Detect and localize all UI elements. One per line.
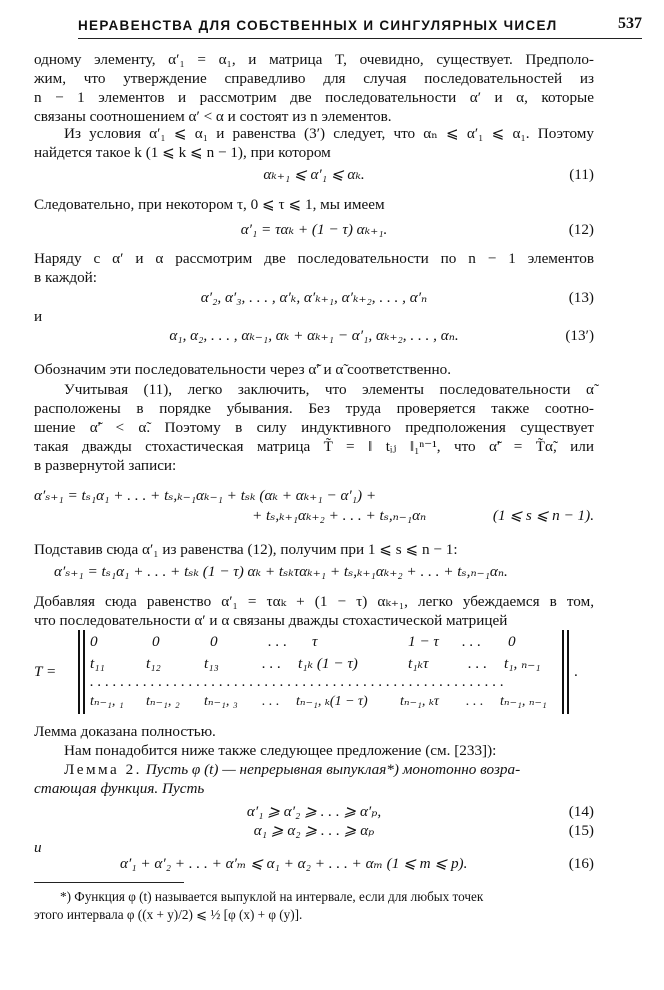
equation-expr: α₁, α₂, . . . , αₖ₋₁, αₖ + αₖ₊₁ − α′₁, αₖ₊₂, . . . , αₙ. <box>169 327 459 344</box>
matrix-cell: tₙ₋₁, ₃ <box>204 694 238 709</box>
text-line: n − 1 элементов и рассмотрим две последовательности α′ и α, которые <box>34 89 594 106</box>
page-number: 537 <box>618 15 642 32</box>
equation-number: (13′) <box>565 327 594 344</box>
lemma-2 <box>34 760 594 798</box>
footnote-rule <box>34 882 184 883</box>
equation-expr: α₁ ⩾ α₂ ⩾ . . . ⩾ αₚ <box>253 822 375 839</box>
matrix-cell: τ <box>312 633 318 650</box>
matrix-cell: t₁, ₙ₋₁ <box>504 655 541 672</box>
matrix-lhs: T = <box>34 663 57 680</box>
matrix-cell: . . . <box>466 694 484 709</box>
text-line: жим, что утверждение справедливо для случая последовательностей из <box>34 70 594 87</box>
text-line: найдется такое k (1 ⩽ k ⩽ n − 1), при котором <box>34 144 331 161</box>
lemma-name: Лемма 2. <box>64 761 142 778</box>
paragraph-9: Лемма доказана полностью. <box>34 723 216 740</box>
equation-condition: (1 ⩽ s ⩽ n − 1). <box>492 507 594 524</box>
footnote-line: этого интервала φ ((x + y)/2) ⩽ ½ [φ (x) + φ (y)]. <box>34 907 303 922</box>
text-line: расположены в порядке убывания. Без труда проверяется также соотно- <box>34 400 594 417</box>
paragraph-1 <box>34 50 594 126</box>
equation-expr: αₖ₊₁ ⩽ α′₁ ⩽ αₖ. <box>263 166 365 183</box>
conjunction-and: и <box>34 308 43 325</box>
text-line: шение α̃′ < α̃. Поэтому в силу индуктивного предположения существует <box>34 419 594 436</box>
text-line: в развернутой записи: <box>34 457 177 474</box>
matrix-cell: . . . <box>262 655 281 672</box>
paragraph-7: Подставив сюда α′₁ из равенства (12), получим при 1 ⩽ s ⩽ n − 1: <box>34 541 458 558</box>
footnote <box>34 888 594 924</box>
matrix-cell: t₁ₖ (1 − τ) <box>298 655 358 672</box>
text-line: Учитывая (11), легко заключить, что элементы последовательности α̃ <box>64 381 594 398</box>
lemma-line: стающая функция. Пусть <box>34 780 205 797</box>
paragraph-10: Нам понадобится ниже также следующее предложение (см. [233]): <box>64 742 497 759</box>
matrix-cell: t₁₂ <box>146 655 161 672</box>
paragraph-6 <box>34 380 594 475</box>
equation-substituted: α′ₛ₊₁ = tₛ₁α₁ + . . . + tₛₖ (1 − τ) αₖ + tₛₖταₖ₊₁ + tₛ,ₖ₊₁αₖ₊₂ + . . . + tₛ,ₙ₋₁αₙ. <box>54 563 508 580</box>
matrix-cell: 1 − τ <box>408 633 439 650</box>
matrix-left-bar <box>83 630 85 714</box>
matrix-cell: t₁₃ <box>204 655 219 672</box>
paragraph-8 <box>34 592 594 630</box>
matrix-cell: . . . <box>462 633 481 650</box>
lemma-line <box>34 760 594 779</box>
text-line: одному элементу, α′₁ = α₁, и матрица T, очевидно, существует. Предполо- <box>34 51 594 68</box>
matrix-cell: 0 <box>210 633 218 650</box>
paragraph-4 <box>34 249 594 287</box>
equation-number: (16) <box>568 855 594 872</box>
matrix-cell: tₙ₋₁, ₁ <box>90 694 124 709</box>
matrix-cell: 0 <box>152 633 160 650</box>
matrix-cell: t₁ₖτ <box>408 655 429 672</box>
text-line: Из условия α′₁ ⩽ α₁ и равенства (3′) следует, что αₙ ⩽ α′₁ ⩽ α₁. Поэтому <box>64 125 594 142</box>
matrix-cell: 0 <box>508 633 516 650</box>
text-line: связаны соотношением α′ < α и состоят из n элементов. <box>34 108 392 125</box>
equation-expr: α′₁ = ταₖ + (1 − τ) αₖ₊₁. <box>240 221 388 238</box>
matrix-left-bar <box>78 630 80 714</box>
header-title: НЕРАВЕНСТВА ДЛЯ СОБСТВЕННЫХ И СИНГУЛЯРНЫХ ЧИСЕЛ <box>78 18 558 33</box>
matrix-cell: t₁₁ <box>90 655 105 672</box>
matrix-cell: tₙ₋₁, ₙ₋₁ <box>500 694 547 709</box>
text-line: Добавляя сюда равенство α′₁ = ταₖ + (1 − τ) αₖ₊₁, легко убеждаемся в том, <box>34 593 594 610</box>
equation-12 <box>34 220 594 239</box>
footnote-line: *) Функция φ (t) называется выпуклой на интервале, если для любых точек <box>60 889 484 904</box>
equation-13 <box>34 288 594 307</box>
equation-number: (13) <box>568 289 594 306</box>
matrix-cell: tₙ₋₁, ₖ(1 − τ) <box>296 694 368 709</box>
lemma-text: Пусть φ (t) — непрерывная выпуклая*) монотонно возра- <box>145 761 521 778</box>
matrix-dots: . . . . . . . . . . . . . . . . . . . . . . . . . . . . . . . . . . . . . . . . . . . . . . . . . . . . . . . <box>90 673 504 690</box>
text-line: такая дважды стохастическая матрица T̃ = ‖ tᵢⱼ ‖₁ⁿ⁻¹, что α̃′ = T̃α̃, или <box>34 438 594 455</box>
equation-number: (12) <box>568 221 594 238</box>
matrix-cell: tₙ₋₁, ₂ <box>146 694 180 709</box>
paragraph-2 <box>34 124 594 162</box>
equation-number: (11) <box>569 166 594 183</box>
equation-expr: α′₁ ⩾ α′₂ ⩾ . . . ⩾ α′ₚ, <box>246 803 382 820</box>
text-line: Наряду с α′ и α рассмотрим две последовательности по n − 1 элементов <box>34 250 594 267</box>
equation-expr: + tₛ,ₖ₊₁αₖ₊₂ + . . . + tₛ,ₙ₋₁αₙ <box>252 507 427 524</box>
matrix-cell: tₙ₋₁, ₖτ <box>400 694 439 709</box>
paragraph-3: Следовательно, при некотором τ, 0 ⩽ τ ⩽ 1, мы имеем <box>34 196 385 213</box>
matrix-row-2 <box>90 654 584 674</box>
matrix-trailing-period: . <box>574 663 578 680</box>
matrix-cell: . . . <box>268 633 287 650</box>
matrix-dots-row <box>90 672 580 692</box>
conjunction-and: и <box>34 839 42 856</box>
matrix-cell: 0 <box>90 633 98 650</box>
matrix-T <box>34 630 604 714</box>
text-line: в каждой: <box>34 269 98 286</box>
equation-expr: α′₂, α′₃, . . . , α′ₖ, α′ₖ₊₁, α′ₖ₊₂, . . . , α′ₙ <box>200 289 428 306</box>
equation-expanded-line-1: α′ₛ₊₁ = tₛ₁α₁ + . . . + tₛ,ₖ₋₁αₖ₋₁ + tₛₖ (αₖ + αₖ₊₁ − α′₁) + <box>34 487 377 504</box>
equation-number: (14) <box>568 803 594 820</box>
paragraph-5: Обозначим эти последовательности через α̃′ и α̃ соответственно. <box>34 361 451 378</box>
equation-14 <box>34 802 594 821</box>
equation-number: (15) <box>568 822 594 839</box>
equation-expr: α′₁ + α′₂ + . . . + α′ₘ ⩽ α₁ + α₂ + . . . + αₘ (1 ⩽ m ⩽ p). <box>120 855 468 872</box>
text-line: что последовательности α′ и α связаны дважды стохастической матрицей <box>34 612 508 629</box>
running-header <box>78 14 642 39</box>
equation-13-prime <box>34 326 594 345</box>
matrix-cell: . . . <box>262 694 280 709</box>
matrix-cell: . . . <box>468 655 487 672</box>
equation-11 <box>34 165 594 184</box>
matrix-row-1 <box>90 632 584 652</box>
matrix-row-3 <box>90 692 584 712</box>
